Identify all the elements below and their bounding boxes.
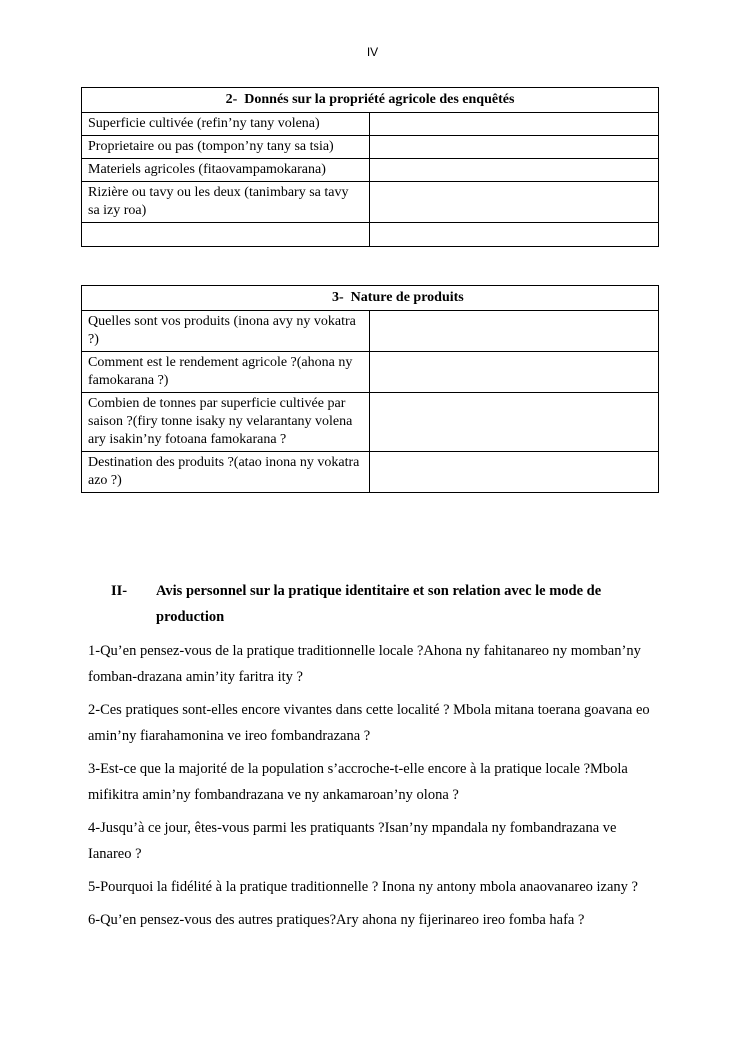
row-label: Proprietaire ou pas (tompon’ny tany sa tsia) <box>82 136 370 159</box>
row-label: Materiels agricoles (fitaovampamokarana) <box>82 159 370 182</box>
question-item: 5-Pourquoi la fidélité à la pratique traditionnelle ? Inona ny antony mbola anaovanareo izany ? <box>88 879 638 895</box>
table-title-text: Nature de produits <box>350 290 464 305</box>
row-label: Destination des produits ?(atao inona ny vokatra azo ?) <box>82 452 370 493</box>
question-item: 1-Qu’en pensez-vous de la pratique traditionnelle locale ?Ahona ny fahitanareo ny momban’ny fomban-drazana amin’ity faritra ity ? <box>88 643 641 685</box>
row-label: Quelles sont vos produits (inona avy ny vokatra ?) <box>82 311 370 352</box>
section-number: II- <box>111 583 128 599</box>
section-heading <box>111 578 651 630</box>
answer-cell <box>370 393 659 452</box>
row-label: Rizière ou tavy ou les deux (tanimbary sa tavy sa izy roa) <box>82 182 370 223</box>
question-item: 4-Jusqu’à ce jour, êtes-vous parmi les pratiquants ?Isan’ny mpandala ny fombandrazana ve Ianareo ? <box>88 820 617 862</box>
table-title-number: 3- <box>332 290 344 305</box>
table-row <box>82 393 659 452</box>
table-title-number: 2- <box>225 92 238 107</box>
table-row <box>82 311 659 352</box>
answer-cell <box>370 136 659 159</box>
section-title: Avis personnel sur la pratique identitaire et son relation avec le mode de production <box>156 583 602 625</box>
answer-cell <box>370 159 659 182</box>
table-row <box>82 159 659 182</box>
product-nature-table <box>81 285 659 493</box>
answer-cell <box>370 311 659 352</box>
row-label: Comment est le rendement agricole ?(ahona ny famokarana ?) <box>82 352 370 393</box>
table-row <box>82 182 659 223</box>
row-label <box>82 223 370 247</box>
table-row <box>82 352 659 393</box>
question-item: 3-Est-ce que la majorité de la population s’accroche-t-elle encore à la pratique locale ?Mbola mifikitra amin’ny fombandrazana ve ny ankamaroan’ny olona ? <box>88 761 628 803</box>
answer-cell <box>370 113 659 136</box>
table-row <box>82 136 659 159</box>
question-item: 2-Ces pratiques sont-elles encore vivantes dans cette localité ? Mbola mitana toerana goavana eo amin’ny fiarahamonina ve ireo fombandrazana ? <box>88 702 650 744</box>
answer-cell <box>370 223 659 247</box>
table-row <box>82 452 659 493</box>
table-title <box>82 286 659 311</box>
answer-cell <box>370 452 659 493</box>
table-title-row <box>82 88 659 113</box>
page-number: IV <box>366 45 379 59</box>
answer-cell <box>370 352 659 393</box>
agricultural-property-table <box>81 87 659 247</box>
table-title-text: Donnés sur la propriété agricole des enquêtés <box>244 92 515 107</box>
row-label: Combien de tonnes par superficie cultivée par saison ?(firy tonne isaky ny velarantany volena ary isakin’ny fotoana famokarana ? <box>82 393 370 452</box>
question-list <box>88 638 658 940</box>
table-row-empty <box>82 223 659 247</box>
table-title <box>82 88 659 113</box>
table-row <box>82 113 659 136</box>
question-item: 6-Qu’en pensez-vous des autres pratiques?Ary ahona ny fijerinareo ireo fomba hafa ? <box>88 912 585 928</box>
table-title-row <box>82 286 659 311</box>
answer-cell <box>370 182 659 223</box>
row-label: Superficie cultivée (refin’ny tany volena) <box>82 113 370 136</box>
